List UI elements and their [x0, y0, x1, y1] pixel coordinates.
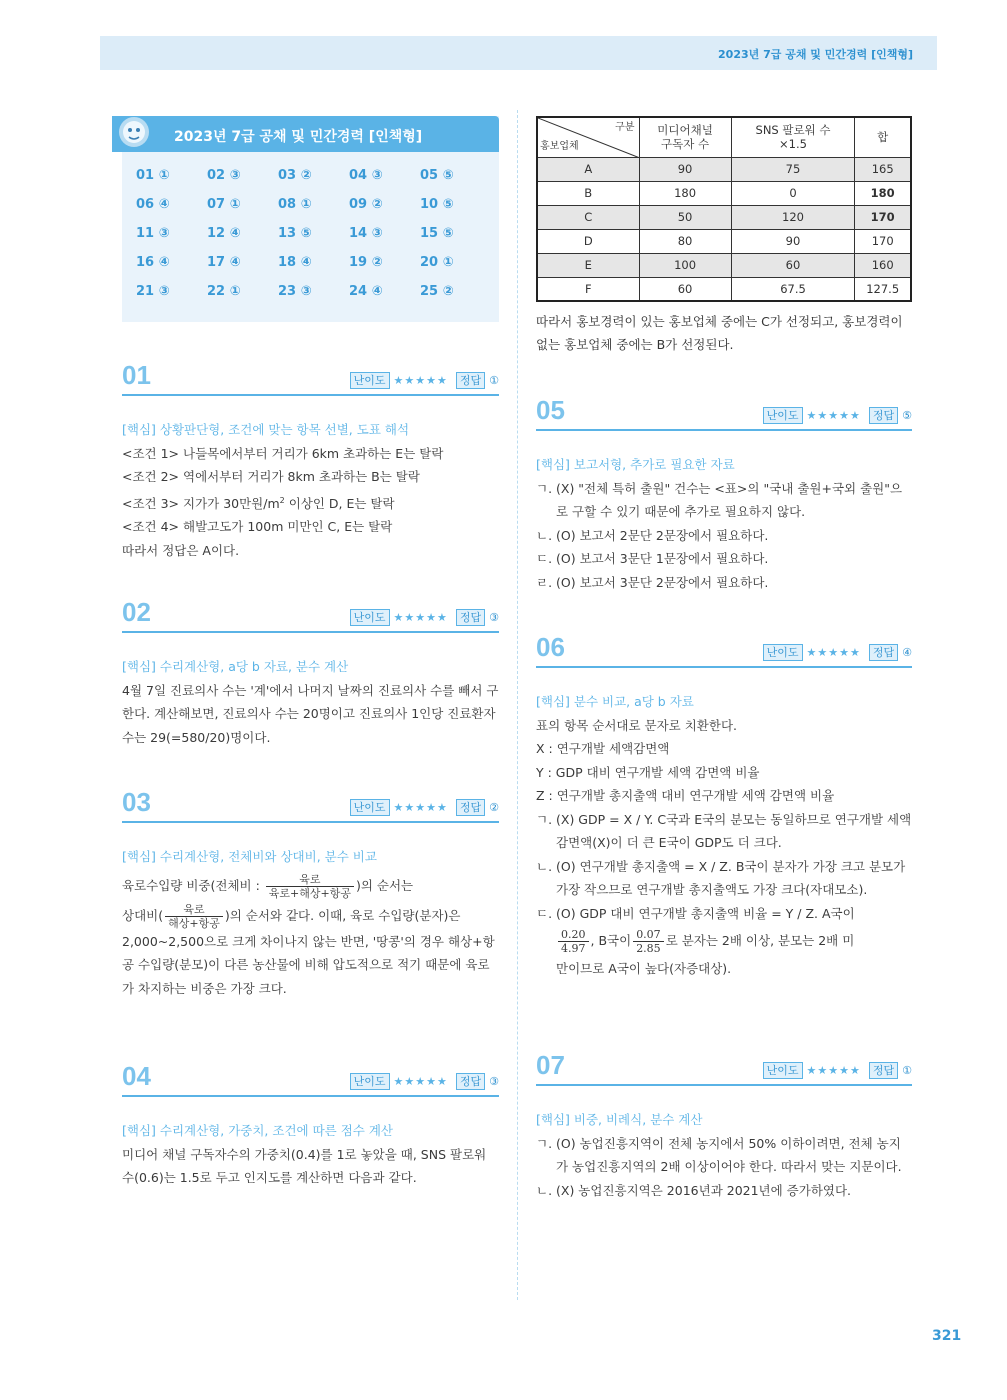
answer-value: ④ [902, 646, 912, 659]
table-cell: 60 [731, 253, 855, 277]
table-cell: E [537, 253, 639, 277]
answer-item: 03 ② [278, 168, 312, 183]
table-row [537, 277, 911, 301]
fraction-numerator: 육로 [165, 903, 223, 917]
question-number: 01 [122, 360, 151, 390]
answer-key-header [112, 116, 499, 152]
table-cell: 180 [855, 181, 911, 205]
fraction-numerator: 0.20 [558, 928, 589, 942]
answer-item: 04 ③ [349, 168, 383, 183]
table-note: 따라서 홍보경력이 있는 홍보업체 중에는 C가 선정되고, 홍보경력이 없는 홍보업체 중에는 B가 선정된다. [536, 314, 903, 352]
table-cell: 160 [855, 253, 911, 277]
body-line: Y : GDP 대비 연구개발 세액 감면액 비율 [536, 764, 760, 780]
answer-item: 10 ⑤ [420, 197, 454, 212]
answer-tag: 정답 [869, 644, 898, 661]
difficulty-tag: 난이도 [350, 609, 390, 626]
answer-item: 20 ① [420, 255, 454, 270]
body-text: 미디어 채널 구독자수의 가중치(0.4)를 1로 놓았을 때, SNS 팔로워 수(0.6)는 1.5로 두고 인지도를 계산하면 다음과 같다. [122, 1146, 487, 1185]
body-line [122, 489, 499, 516]
table-cell: 60 [639, 277, 731, 301]
answer-item: 24 ④ [349, 284, 383, 299]
answer-item: 08 ① [278, 197, 312, 212]
difficulty-tag: 난이도 [763, 1062, 803, 1079]
body-line: ㄱ. (X) "전체 특허 출원" 건수는 <표>의 "국내 출원+국외 출원"으로 구할 수 있기 때문에 추가로 필요하지 않다. [536, 480, 903, 519]
core-label: [핵심] 수리계산형, 가중치, 조건에 따른 점수 계산 [122, 1123, 393, 1138]
fraction-denominator: 2.85 [636, 942, 661, 955]
table-cell: 170 [855, 229, 911, 253]
answer-item: 18 ④ [278, 255, 312, 270]
answer-value: ① [902, 1064, 912, 1077]
answer-item: 12 ④ [207, 226, 241, 241]
body-text: )의 순서는 [355, 877, 414, 893]
question-header [122, 787, 499, 823]
question-header [122, 597, 499, 633]
question-meta [350, 372, 499, 389]
body-line: 따라서 정답은 A이다. [122, 542, 240, 558]
fraction-denominator: 해상+항공 [168, 916, 220, 930]
answer-item: 09 ② [349, 197, 383, 212]
fraction [633, 928, 664, 955]
answer-tag: 정답 [456, 799, 485, 816]
body-text: 상대비( [122, 907, 164, 923]
answer-item: 22 ① [207, 284, 241, 299]
question-05 [536, 395, 912, 594]
body-line: <조건 2> 역에서부터 거리가 8km 초과하는 B는 탈락 [122, 469, 420, 484]
difficulty-stars: ★★★★★ [806, 1064, 861, 1077]
table-cell: 80 [639, 229, 731, 253]
answer-key-box [122, 116, 499, 322]
answer-value: ② [489, 801, 499, 814]
question-meta [350, 609, 499, 626]
difficulty-stars: ★★★★★ [806, 646, 861, 659]
answer-item: 02 ③ [207, 168, 241, 183]
table-corner-cell [537, 117, 639, 157]
answer-tag: 정답 [869, 1062, 898, 1079]
answer-item: 19 ② [349, 255, 383, 270]
question-01 [122, 360, 499, 562]
body-text: 4월 7일 진료의사 수는 '계'에서 나머지 날짜의 진료의사 수를 빼서 구한다. 계산해보면, 진료의사 수는 20명이고 진료의사 1인당 진료환자 수는 29(=580/20)명이다. [122, 682, 499, 745]
table-cell: 50 [639, 205, 731, 229]
body-line [122, 869, 499, 903]
difficulty-stars: ★★★★★ [806, 409, 861, 422]
answer-item: 15 ⑤ [420, 226, 454, 241]
question-number: 07 [536, 1050, 565, 1080]
difficulty-tag: 난이도 [350, 1073, 390, 1090]
table-cell: 170 [855, 205, 911, 229]
fraction-denominator: 4.97 [561, 942, 586, 955]
superscript: 2 [279, 495, 285, 505]
body-line: <조건 1> 나들목에서부터 거리가 6km 초과하는 E는 탈락 [122, 445, 444, 461]
answer-value: ⑤ [902, 409, 912, 422]
fraction [558, 928, 589, 955]
body-text: <조건 3> 지가가 30만원/m [122, 495, 280, 511]
body-line: ㄷ. (O) GDP 대비 연구개발 총지출액 비율 = Y / Z. A국이 [536, 905, 855, 921]
table-cell: C [537, 205, 639, 229]
body-text: 로 분자는 2배 이상, 분모는 2배 미 [665, 933, 855, 948]
table-cell: 75 [731, 157, 855, 181]
body-line: Z : 연구개발 총지출액 대비 연구개발 세액 감면액 비율 [536, 788, 835, 803]
table-header: 합 [855, 117, 911, 157]
fraction-numerator: 0.07 [633, 928, 664, 942]
right-column [536, 110, 912, 1198]
question-body [122, 418, 499, 562]
body-line: ㄱ. (X) GDP = X / Y. C국과 E국의 분모는 동일하므로 연구개발 세액감면액(X)이 더 큰 E국이 GDP도 더 크다. [536, 811, 912, 850]
table-cell: 180 [639, 181, 731, 205]
fraction-denominator: 육로+해상+항공 [268, 886, 351, 900]
question-body [536, 690, 912, 981]
table-cell: F [537, 277, 639, 301]
mascot-icon [112, 112, 156, 154]
body-paragraph [122, 903, 499, 1001]
question-header [536, 1050, 912, 1086]
answer-tag: 정답 [456, 1073, 485, 1090]
answer-item: 25 ② [420, 284, 454, 299]
question-header [122, 360, 499, 396]
answer-value: ① [489, 374, 499, 387]
answer-tag: 정답 [869, 407, 898, 424]
table-cell: 100 [639, 253, 731, 277]
answer-item: 21 ③ [136, 284, 170, 299]
answer-item: 13 ⑤ [278, 226, 312, 241]
table-cell: B [537, 181, 639, 205]
table-cell: 67.5 [731, 277, 855, 301]
question-02 [122, 597, 499, 749]
answer-item: 06 ④ [136, 197, 170, 212]
fraction [165, 903, 223, 930]
difficulty-tag: 난이도 [350, 372, 390, 389]
answer-item: 05 ⑤ [420, 168, 454, 183]
body-line: <조건 4> 해발고도가 100m 미만인 C, E는 탈락 [122, 519, 393, 535]
table-cell: 0 [731, 181, 855, 205]
answer-item: 14 ③ [349, 226, 383, 241]
body-line: ㄱ. (O) 농업진흥지역이 전체 농지에서 50% 이하이려면, 전체 농지가 농업진흥지역의 2배 이상이어야 한다. 따라서 맞는 지문이다. [536, 1135, 902, 1174]
table-row [537, 205, 911, 229]
difficulty-stars: ★★★★★ [393, 611, 448, 624]
body-line [536, 925, 912, 957]
question-header [122, 1061, 499, 1097]
body-line: ㄴ. (O) 연구개발 총지출액 = X / Z. B국이 분자가 가장 크고 분모가 가장 작으므로 연구개발 총지출액도 가장 크다(자대모소). [536, 858, 906, 897]
corner-label-bottom: 홍보업체 [540, 140, 579, 152]
core-label: [핵심] 분수 비교, a당 b 자료 [536, 694, 694, 709]
fraction [266, 873, 354, 900]
table-cell: 90 [731, 229, 855, 253]
answer-value: ③ [489, 1075, 499, 1088]
answer-item: 01 ① [136, 168, 170, 183]
question-body [536, 453, 912, 594]
question-body [122, 655, 499, 749]
difficulty-stars: ★★★★★ [393, 374, 448, 387]
table-cell: A [537, 157, 639, 181]
table-row [537, 157, 911, 181]
question-meta [350, 799, 499, 816]
answer-item: 16 ④ [136, 255, 170, 270]
table-header: 미디어채널 구독자 수 [639, 117, 731, 157]
answer-key-grid [136, 168, 491, 303]
body-line: ㄹ. (O) 보고서 3문단 2문장에서 필요하다. [536, 574, 769, 590]
question-07 [536, 1050, 912, 1202]
body-line: X : 연구개발 세액감면액 [536, 741, 670, 756]
table-row [537, 181, 911, 205]
question-meta [763, 644, 912, 661]
question-03 [122, 787, 499, 1000]
difficulty-tag: 난이도 [763, 407, 803, 424]
question-body [122, 1119, 499, 1190]
question-number: 02 [122, 597, 151, 627]
body-text: )의 순서와 같다. 이때, 육로 수입량(분자)은 2,000~2,500으로 크게 차이나지 않는 반면, '땅콩'의 경우 해상+항공 수입량(분모)이 다른 농산물에 비해 압도적으로 적기 때문에 육로가 차지하는 비중은 가장 크다. [122, 907, 495, 996]
core-label: [핵심] 상황판단형, 조건에 맞는 항목 선별, 도표 해석 [122, 422, 410, 437]
core-label: [핵심] 수리계산형, a당 b 자료, 분수 계산 [122, 659, 349, 674]
question-header [536, 632, 912, 668]
table-cell: 120 [731, 205, 855, 229]
body-line: ㄴ. (O) 보고서 2문단 2문장에서 필요하다. [536, 527, 769, 543]
answer-value: ③ [489, 611, 499, 624]
question-meta [763, 407, 912, 424]
question-meta [350, 1073, 499, 1090]
body-line: 표의 항목 순서대로 문자로 치환한다. [536, 717, 737, 733]
answer-key-title: 2023년 7급 공채 및 민간경력 [인책형] [174, 129, 423, 145]
core-label: [핵심] 수리계산형, 전체비와 상대비, 분수 비교 [122, 849, 377, 864]
score-table [536, 116, 912, 302]
body-line: ㄷ. (O) 보고서 3문단 1문장에서 필요하다. [536, 551, 769, 566]
question-body [536, 1108, 912, 1202]
question-number: 04 [122, 1061, 151, 1091]
table-row [537, 253, 911, 277]
header-bar [100, 36, 937, 70]
question-number: 06 [536, 632, 565, 662]
column-divider [517, 110, 518, 1300]
difficulty-stars: ★★★★★ [393, 1075, 448, 1088]
answer-tag: 정답 [456, 609, 485, 626]
question-number: 05 [536, 395, 565, 425]
difficulty-tag: 난이도 [350, 799, 390, 816]
table-row [537, 229, 911, 253]
body-text: 이상인 D, E는 탈락 [284, 495, 395, 511]
difficulty-stars: ★★★★★ [393, 801, 448, 814]
answer-item: 07 ① [207, 197, 241, 212]
answer-item: 11 ③ [136, 226, 170, 241]
page-number: 321 [932, 1328, 962, 1344]
table-cell: 90 [639, 157, 731, 181]
body-text: 육로수입량 비중(전체비 : [122, 877, 264, 893]
question-04 [122, 1061, 499, 1190]
left-column [122, 110, 499, 1185]
table-header: SNS 팔로워 수 ×1.5 [731, 117, 855, 157]
header-title: 2023년 7급 공채 및 민간경력 [인책형] [718, 48, 913, 61]
answer-item: 17 ④ [207, 255, 241, 270]
core-label: [핵심] 보고서형, 추가로 필요한 자료 [536, 457, 735, 472]
question-header [536, 395, 912, 431]
core-label: [핵심] 비중, 비례식, 분수 계산 [536, 1112, 703, 1127]
question-body [122, 845, 499, 1000]
body-line: 만이므로 A국이 높다(자증대상). [556, 961, 732, 976]
question-06 [536, 632, 912, 981]
answer-tag: 정답 [456, 372, 485, 389]
body-line: ㄴ. (X) 농업진흥지역은 2016년과 2021년에 증가하였다. [536, 1182, 852, 1198]
table-cell: 127.5 [855, 277, 911, 301]
fraction-numerator: 육로 [266, 873, 354, 887]
question-meta [763, 1062, 912, 1079]
body-text: , B국이 [590, 933, 632, 948]
difficulty-tag: 난이도 [763, 644, 803, 661]
corner-label-top: 구분 [615, 122, 635, 133]
table-cell: D [537, 229, 639, 253]
answer-item: 23 ③ [278, 284, 312, 299]
question-number: 03 [122, 787, 151, 817]
table-cell: 165 [855, 157, 911, 181]
